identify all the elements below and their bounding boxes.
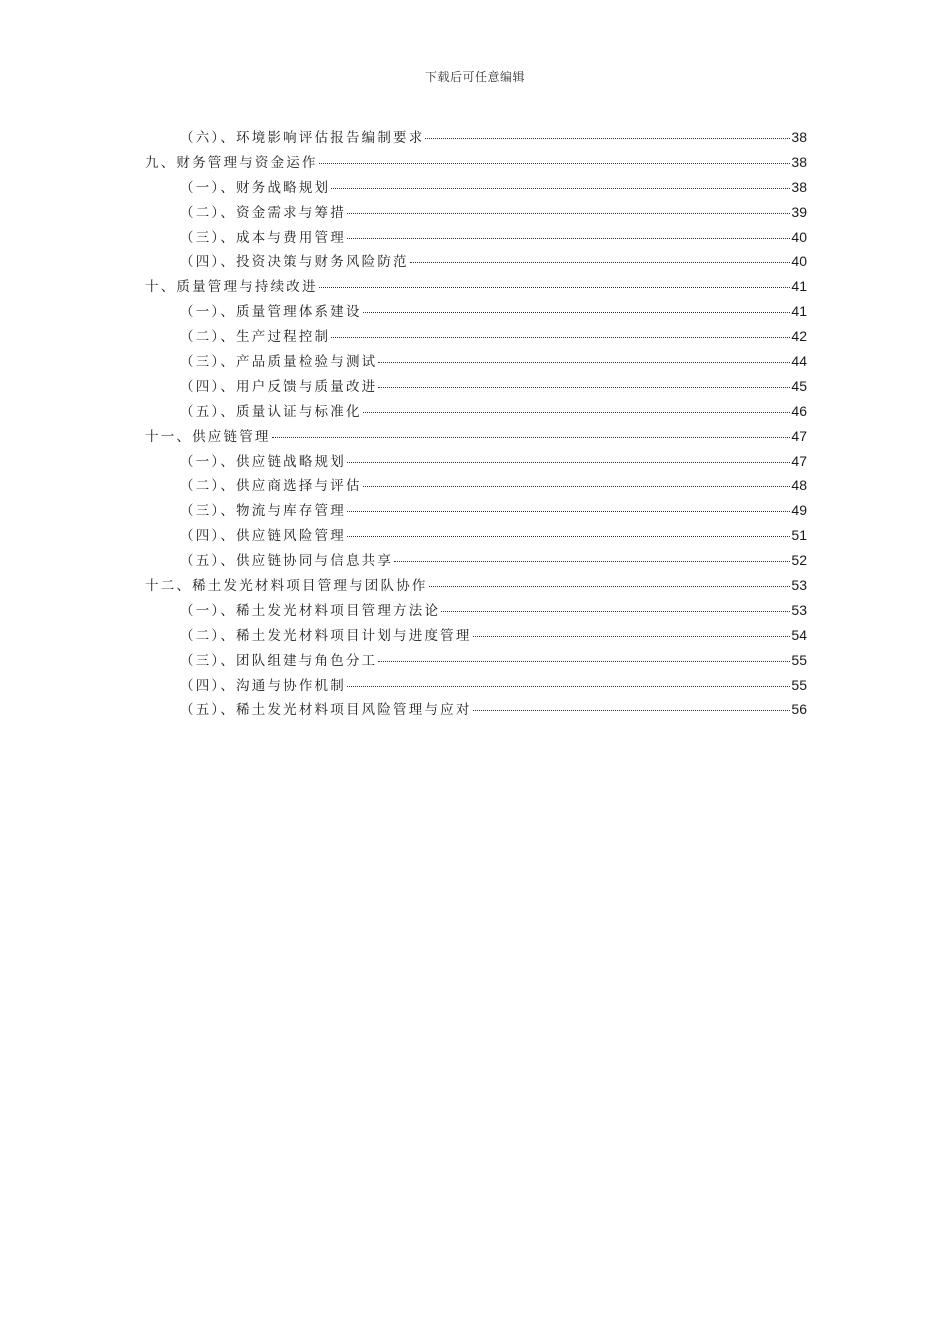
toc-page-number: 55 xyxy=(791,676,807,693)
toc-page-number: 55 xyxy=(791,651,807,668)
toc-section-entry[interactable] xyxy=(145,349,807,374)
toc-dot-leader xyxy=(347,535,790,537)
toc-entry-title: （一）、稀土发光材料项目管理方法论 xyxy=(180,602,441,619)
toc-entry-title: （三）、产品质量检验与测试 xyxy=(180,354,378,371)
toc-section-entry[interactable] xyxy=(145,200,807,225)
toc-section-entry[interactable] xyxy=(145,249,807,274)
toc-section-entry[interactable] xyxy=(145,473,807,498)
toc-dot-leader xyxy=(363,411,791,413)
toc-page-number: 53 xyxy=(791,577,807,594)
toc-dot-leader xyxy=(363,311,791,313)
toc-entry-title: （一）、财务战略规划 xyxy=(180,179,331,196)
toc-entry-title: （四）、供应链风险管理 xyxy=(180,528,346,545)
toc-entry-title: （六）、环境影响评估报告编制要求 xyxy=(180,130,425,146)
toc-dot-leader xyxy=(331,336,790,338)
toc-section-entry[interactable] xyxy=(145,374,807,399)
toc-dot-leader xyxy=(272,436,791,438)
toc-entry-title: （五）、质量认证与标准化 xyxy=(180,403,362,420)
toc-dot-leader xyxy=(319,286,791,288)
toc-dot-leader xyxy=(378,361,790,363)
toc-chapter-entry[interactable] xyxy=(145,274,807,299)
toc-entry-title: 十一、供应链管理 xyxy=(145,428,271,445)
toc-section-entry[interactable] xyxy=(145,697,807,722)
toc-entry-title: （二）、供应商选择与评估 xyxy=(180,478,362,495)
toc-page-number: 41 xyxy=(791,278,807,295)
toc-section-entry[interactable] xyxy=(145,673,807,698)
toc-section-entry[interactable] xyxy=(145,399,807,424)
toc-page-number: 41 xyxy=(791,303,807,320)
toc-page-number: 40 xyxy=(791,228,807,245)
toc-dot-leader xyxy=(347,212,790,214)
toc-chapter-entry[interactable] xyxy=(145,424,807,449)
toc-dot-leader xyxy=(347,461,790,463)
toc-entry-title: 十、质量管理与持续改进 xyxy=(145,279,318,296)
toc-dot-leader xyxy=(425,137,790,139)
table-of-contents xyxy=(145,125,807,722)
toc-entry-title: （四）、投资决策与财务风险防范 xyxy=(180,254,409,271)
toc-entry-title: （二）、生产过程控制 xyxy=(180,329,331,346)
toc-entry-title: （五）、稀土发光材料项目风险管理与应对 xyxy=(180,702,472,719)
toc-entry-title: （一）、质量管理体系建设 xyxy=(180,304,362,321)
toc-section-entry[interactable] xyxy=(145,225,807,250)
toc-section-entry[interactable] xyxy=(145,299,807,324)
toc-section-entry[interactable] xyxy=(145,648,807,673)
toc-entry-title: （三）、物流与库存管理 xyxy=(180,503,346,520)
toc-entry-title: （二）、资金需求与筹措 xyxy=(180,204,346,221)
toc-page-number: 47 xyxy=(791,452,807,469)
toc-section-entry[interactable] xyxy=(145,623,807,648)
toc-dot-leader xyxy=(473,709,791,711)
toc-page-number: 39 xyxy=(791,203,807,220)
toc-page-number: 56 xyxy=(791,701,807,718)
toc-section-entry[interactable] xyxy=(145,125,807,150)
toc-section-entry[interactable] xyxy=(145,598,807,623)
toc-page-number: 42 xyxy=(791,328,807,345)
toc-dot-leader xyxy=(410,261,791,263)
toc-dot-leader xyxy=(347,685,790,687)
toc-page-number: 44 xyxy=(791,353,807,370)
toc-entry-title: （二）、稀土发光材料项目计划与进度管理 xyxy=(180,627,472,644)
toc-entry-title: 十二、稀土发光材料项目管理与团队协作 xyxy=(145,578,428,595)
toc-section-entry[interactable] xyxy=(145,498,807,523)
toc-page-number: 53 xyxy=(791,601,807,618)
toc-page-number: 38 xyxy=(791,153,807,170)
toc-section-entry[interactable] xyxy=(145,449,807,474)
toc-entry-title: （三）、成本与费用管理 xyxy=(180,229,346,246)
toc-chapter-entry[interactable] xyxy=(145,150,807,175)
toc-page-number: 40 xyxy=(791,253,807,270)
toc-section-entry[interactable] xyxy=(145,548,807,573)
toc-entry-title: 九、财务管理与资金运作 xyxy=(145,154,318,171)
toc-dot-leader xyxy=(378,386,790,388)
toc-entry-title: （五）、供应链协同与信息共享 xyxy=(180,553,394,570)
toc-dot-leader xyxy=(331,187,790,189)
toc-page-number: 47 xyxy=(791,427,807,444)
toc-page-number: 52 xyxy=(791,552,807,569)
toc-dot-leader xyxy=(429,585,791,587)
toc-dot-leader xyxy=(363,485,791,487)
toc-page-number: 45 xyxy=(791,377,807,394)
toc-page-number: 51 xyxy=(791,527,807,544)
page-header: 下载后可任意编辑 xyxy=(424,70,525,84)
toc-dot-leader xyxy=(473,635,791,637)
toc-entry-title: （四）、用户反馈与质量改进 xyxy=(180,378,378,395)
toc-page-number: 49 xyxy=(791,502,807,519)
toc-page-number: 46 xyxy=(791,402,807,419)
toc-entry-title: （一）、供应链战略规划 xyxy=(180,453,346,470)
toc-dot-leader xyxy=(378,660,790,662)
toc-dot-leader xyxy=(319,162,791,164)
toc-page-number: 54 xyxy=(791,626,807,643)
toc-page-number: 48 xyxy=(791,477,807,494)
toc-entry-title: （三）、团队组建与角色分工 xyxy=(180,652,378,669)
toc-dot-leader xyxy=(347,510,790,512)
toc-dot-leader xyxy=(441,610,790,612)
toc-page-number: 38 xyxy=(791,129,807,145)
toc-page-number: 38 xyxy=(791,178,807,195)
toc-entry-title: （四）、沟通与协作机制 xyxy=(180,677,346,694)
toc-dot-leader xyxy=(347,237,790,239)
toc-section-entry[interactable] xyxy=(145,523,807,548)
toc-section-entry[interactable] xyxy=(145,324,807,349)
toc-dot-leader xyxy=(394,560,790,562)
toc-chapter-entry[interactable] xyxy=(145,573,807,598)
toc-section-entry[interactable] xyxy=(145,175,807,200)
